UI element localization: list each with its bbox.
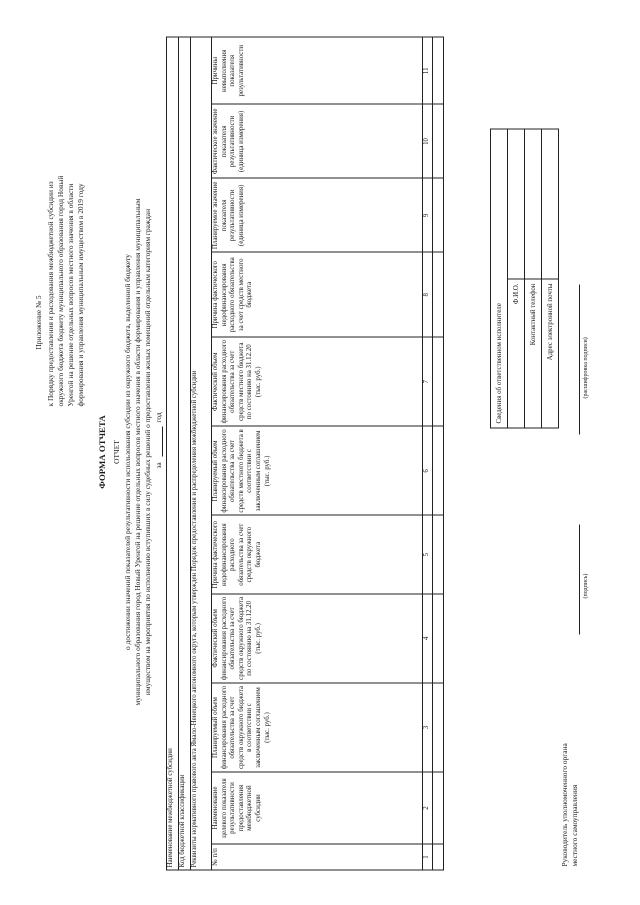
signature-line xyxy=(579,525,580,635)
table-row xyxy=(432,37,443,870)
table-cell xyxy=(432,104,443,178)
column-header: Причина фактического недофинансирования расходного обязательства за счет средств местного бюджета xyxy=(212,252,423,337)
column-header: Фактическое значение показателя результативности (единица измерения) xyxy=(212,104,423,178)
decode-line xyxy=(579,285,580,435)
contact-label: Контактный телефон xyxy=(525,279,542,428)
table-cell xyxy=(432,178,443,252)
column-number: 10 xyxy=(423,104,433,178)
appendix-line: окружного бюджета бюджету муниципального образования город Новый xyxy=(56,175,65,407)
budget-code-label: Код бюджетной классификации xyxy=(179,37,191,870)
column-number: 5 xyxy=(423,516,433,594)
contact-label: Адрес электронной почты xyxy=(542,279,559,428)
appendix-line: формирования и управления муниципальным имуществом в 2019 году xyxy=(76,183,85,407)
table-cell xyxy=(432,844,443,870)
column-header: Фактический объем финансирования расходного обязательства за счет средств окружного бюджета по состоянию на 31.12.20 (тыс. руб.) xyxy=(212,594,423,683)
table-cell xyxy=(432,594,443,683)
table-header-row xyxy=(212,37,423,870)
appendix-line: к Порядку предоставления и расходования межбюджетной субсидии из xyxy=(46,181,55,407)
column-number: 2 xyxy=(423,772,433,844)
table-cell xyxy=(432,772,443,844)
period-prefix: за xyxy=(154,462,163,469)
form-row xyxy=(167,37,179,870)
legal-act-label: Реквизиты нормативного правового акта Ямало-Ненецкого автономного округа, которым утвержден Порядок предоставления и распределения межбюджетной субсидии xyxy=(191,37,212,870)
report-subtitle: ОТЧЕТ xyxy=(112,440,121,464)
column-number: 11 xyxy=(423,37,433,104)
decode-caption: (расшифровка подписи) xyxy=(583,337,589,399)
heading-line: о достижении значений показателей результативности использования субсидии из окружного бюджета, выделенной бюджету xyxy=(123,254,132,650)
column-header: Наименование целевого показателя результативности предоставления межбюджетной субсидии xyxy=(212,772,423,844)
table-cell xyxy=(432,252,443,337)
heading-line: муниципального образования город Новый Уренгой на решение отдельных вопросов местного значения в области формирования и управления муниципальным xyxy=(133,198,142,706)
column-number: 4 xyxy=(423,594,433,683)
period-suffix: год xyxy=(154,412,163,423)
form-title: ФОРМА ОТЧЕТА xyxy=(97,415,107,489)
column-header: Планируемый объем финансирования расходного обязательства за счет средств местного бюджета в соответствии с заключенным соглашением (тыс. руб.) xyxy=(212,426,423,515)
form-row xyxy=(179,37,191,870)
contact-value xyxy=(542,129,559,279)
contact-table xyxy=(490,129,559,429)
column-header: № п/п xyxy=(212,844,423,870)
appendix-number: Приложение № 5 xyxy=(34,295,43,350)
column-number-row xyxy=(423,37,433,870)
signature-role: местного самоуправления xyxy=(570,784,579,867)
heading-line: имуществом на мероприятия по исполнению вступивших в силу судебных решений о предоставлении жилых помещений отдельным категориям граждан xyxy=(143,208,152,696)
column-number: 1 xyxy=(423,844,433,870)
column-header: Причины невыполнения показателя результативности xyxy=(212,37,423,104)
contact-value xyxy=(525,129,542,279)
table-cell xyxy=(432,516,443,594)
table-cell xyxy=(432,37,443,104)
table-cell xyxy=(432,337,443,426)
contact-value xyxy=(508,129,525,279)
period-blank xyxy=(162,427,163,457)
column-number: 9 xyxy=(423,178,433,252)
column-number: 8 xyxy=(423,252,433,337)
report-table xyxy=(166,37,444,871)
column-number: 3 xyxy=(423,683,433,772)
table-cell xyxy=(432,683,443,772)
appendix-line: Уренгой на решение отдельных вопросов местного значения в области xyxy=(66,183,75,407)
column-header: Фактический объем финансирования расходного обязательства за счет средств местного бюджета по состоянию на 31.12.20 (тыс. руб.) xyxy=(212,337,423,426)
column-header: Причина фактического недофинансирования расходного обязательства за счет средств окружного бюджета xyxy=(212,516,423,594)
signature-caption: (подпись) xyxy=(583,573,589,599)
form-row xyxy=(191,37,212,870)
column-header: Планируемое значение показателя результативности (единица измерения) xyxy=(212,178,423,252)
column-number: 7 xyxy=(423,337,433,426)
subsidy-name-label: Наименование межбюджетной субсидии xyxy=(167,37,179,870)
column-number: 6 xyxy=(423,426,433,515)
table-cell xyxy=(432,426,443,515)
contact-header: Сведения об ответственном исполнителе xyxy=(491,129,508,428)
signature-role: Руководитель уполномоченного органа xyxy=(560,743,569,867)
column-header: Планируемый объем финансирования расходного обязательства за счет средств окружного бюджета в соответствии с заключенным соглашением (тыс. руб.) xyxy=(212,683,423,772)
rotated-landscape-form xyxy=(20,20,620,885)
contact-label: Ф.И.О. xyxy=(508,279,525,428)
